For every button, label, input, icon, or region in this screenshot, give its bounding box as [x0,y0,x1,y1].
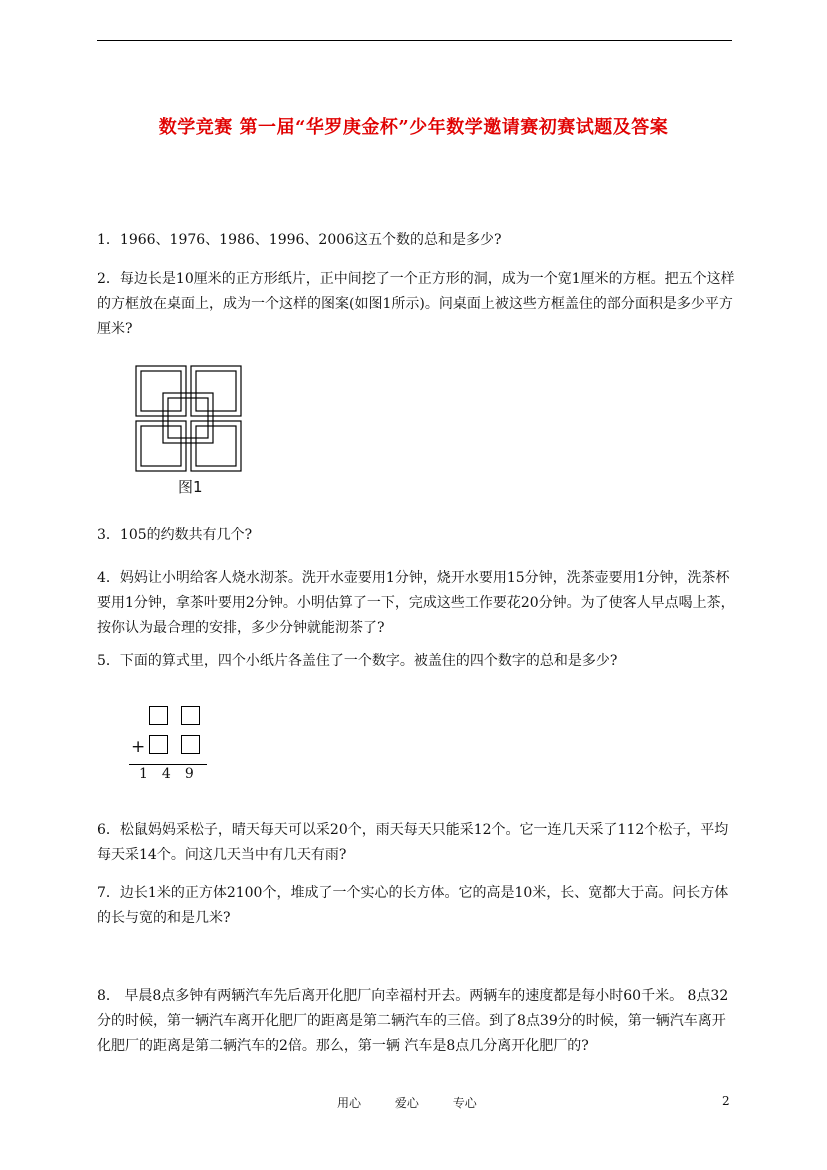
covered-digit-box [149,735,168,754]
question-text: 7．边长1米的正方体2100个，堆成了一个实心的长方体。它的高是10米，长、宽都大于高。问长方体的长与宽的和是几米? [97,885,729,926]
footer-item: 用心 [337,1096,362,1110]
question-1 [97,228,737,253]
sum-line [129,764,207,765]
covered-digit-box [181,706,200,725]
question-4 [97,566,737,641]
question-8 [97,984,737,1059]
header-rule [97,40,732,41]
document-title: 数学竞赛 第一届“华罗庚金杯”少年数学邀请赛初赛试题及答案 [158,117,669,138]
question-3 [97,523,737,548]
figure-1-caption: 图1 [178,478,203,496]
footer-item: 爱心 [394,1096,419,1110]
question-text: 5．下面的算式里，四个小纸片各盖住了一个数字。被盖住的四个数字的总和是多少? [97,653,618,669]
question-7 [97,881,737,931]
question-text: 1．1966、1976、1986、1996、2006这五个数的总和是多少? [97,232,502,248]
sum-result: 149 [139,766,208,782]
question-text: 8． 早晨8点多钟有两辆汽车先后离开化肥厂向幸福村开去。两辆车的速度都是每小时60千米。 8点32分的时候，第一辆汽车离开化肥厂的距离是第二辆汽车的三倍。到了8点39分的时候，第一辆汽车离开化肥厂的距离是第二辆汽车的2倍。那么，第一辆 汽车是8点几分离开化肥厂的? [97,988,729,1054]
figure-1-squares [135,365,243,473]
question-5 [97,649,737,674]
plus-sign: + [131,737,146,757]
addition-figure [125,703,215,783]
question-2 [97,267,737,342]
question-text: 4．妈妈让小明给客人烧水沏茶。洗开水壶要用1分钟，烧开水要用15分钟，洗茶壶要用1分钟，洗茶杯要用1分钟，拿茶叶要用2分钟。小明估算了一下，完成这些工作要花20分钟。为了使客人早点喝上茶，按你认为最合理的安排，多少分钟就能沏茶了? [97,570,735,636]
covered-digit-box [181,735,200,754]
question-text: 3．105的约数共有几个? [97,527,253,543]
covered-digit-box [149,706,168,725]
page-number: 2 [722,1094,730,1108]
question-text: 2．每边长是10厘米的正方形纸片，正中间挖了一个正方形的洞，成为一个宽1厘米的方框。把五个这样的方框放在桌面上，成为一个这样的图案(如图1所示)。问桌面上被这些方框盖住的部分面积是多少平方厘米? [97,271,735,337]
question-6 [97,818,737,868]
question-text: 6．松鼠妈妈采松子，晴天每天可以采20个，雨天每天只能采12个。它一连几天采了112个松子，平均每天采14个。问这几天当中有几天有雨? [97,822,729,863]
footer-item: 专心 [452,1096,477,1110]
footer-motto [337,1094,507,1111]
